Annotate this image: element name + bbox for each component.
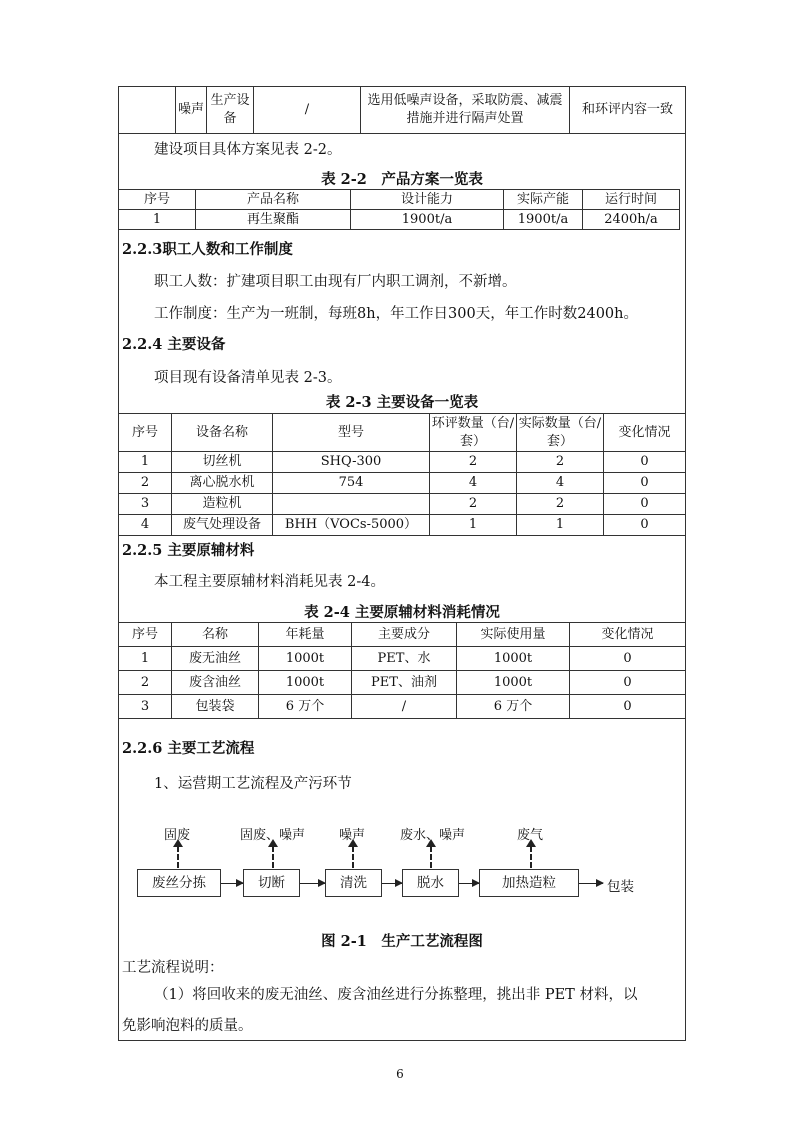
flow-step-box: 清洗: [325, 869, 382, 897]
table24-cell: 1000t: [259, 647, 352, 671]
flow-arrow: [579, 883, 603, 884]
table23-cell: 1: [430, 515, 517, 536]
flow-step-box: 废丝分拣: [137, 869, 221, 897]
table24-cell: 废含油丝: [172, 671, 259, 695]
table23-header: 环评数量（台/套）: [430, 414, 517, 452]
flow-end-label: 包装: [607, 879, 634, 895]
table22-cell: 1900t/a: [504, 210, 583, 230]
flow-output-label: 固废: [164, 828, 191, 843]
top-cell-measure: 选用低噪声设备，采取防震、减震措施并进行隔声处置: [361, 87, 570, 134]
table23-cell: BHH（VOCs-5000）: [273, 515, 430, 536]
section-224-text: 项目现有设备清单见表 2-3。: [154, 370, 342, 386]
table24-title: 表 2-4 主要原辅材料消耗情况: [304, 604, 500, 621]
table22-cell: 2400h/a: [583, 210, 680, 230]
table22: [118, 189, 680, 230]
flow-output-label: 废水、噪声: [400, 828, 466, 843]
table24-header: 名称: [172, 623, 259, 647]
top-cell-noise: 噪声: [176, 87, 207, 134]
flow-output-label: 固废、噪声: [240, 828, 306, 843]
flow-step-box: 脱水: [402, 869, 459, 897]
table23-cell: 754: [273, 473, 430, 494]
table23-cell: 4: [119, 515, 172, 536]
flow-output-label: 废气: [517, 828, 544, 843]
table23-cell: 0: [604, 452, 686, 473]
table23-cell: 废气处理设备: [172, 515, 273, 536]
table23-cell: 3: [119, 494, 172, 515]
table24-header: 主要成分: [352, 623, 457, 647]
table24-header: 实际使用量: [457, 623, 570, 647]
table23-cell: 2: [119, 473, 172, 494]
table24-cell: PET、水: [352, 647, 457, 671]
top-table: [118, 86, 686, 134]
table23-header: 变化情况: [604, 414, 686, 452]
table23-cell: 2: [517, 452, 604, 473]
flow-step-box: 加热造粒: [479, 869, 579, 897]
top-cell-slash: /: [254, 87, 361, 134]
sentence-2-2: 建设项目具体方案见表 2-2。: [154, 142, 342, 158]
dashed-arrow-up: [530, 846, 532, 868]
table22-title: 表 2-2 产品方案一览表: [321, 171, 483, 188]
section-225-text: 本工程主要原辅材料消耗见表 2-4。: [154, 574, 385, 590]
table23-cell: 2: [517, 494, 604, 515]
table23-cell: 0: [604, 473, 686, 494]
flow-arrow: [459, 883, 479, 884]
top-cell-source: 生产设备: [207, 87, 254, 134]
table23-cell: 切丝机: [172, 452, 273, 473]
table24-cell: 1000t: [259, 671, 352, 695]
dashed-arrow-up: [272, 846, 274, 868]
table23-cell: 2: [430, 452, 517, 473]
top-cell-status: 和环评内容一致: [570, 87, 686, 134]
table23-cell: 4: [430, 473, 517, 494]
section-223-staff: 职工人数：扩建项目职工由现有厂内职工调剂，不新增。: [154, 274, 517, 290]
table23-cell: 4: [517, 473, 604, 494]
flow-output-label: 噪声: [339, 828, 366, 843]
section-224-heading: 2.2.4 主要设备: [122, 336, 226, 353]
process-step-1-line1: （1）将回收来的废无油丝、废含油丝进行分拣整理，挑出非 PET 材料，以: [154, 987, 638, 1003]
table24-cell: 0: [570, 647, 686, 671]
dashed-arrow-up: [352, 846, 354, 868]
table23-header: 设备名称: [172, 414, 273, 452]
table24-cell: 1000t: [457, 647, 570, 671]
table22-header: 运行时间: [583, 190, 680, 210]
table23-cell: 离心脱水机: [172, 473, 273, 494]
table24-cell: 6 万个: [457, 695, 570, 719]
table23-cell: 2: [430, 494, 517, 515]
table22-header: 产品名称: [196, 190, 351, 210]
table23-header: 型号: [273, 414, 430, 452]
table22-cell: 1: [119, 210, 196, 230]
table23-header: 实际数量（台/套）: [517, 414, 604, 452]
table22-cell: 1900t/a: [351, 210, 504, 230]
table22-header: 实际产能: [504, 190, 583, 210]
section-223-heading: 2.2.3职工人数和工作制度: [122, 241, 293, 258]
table24-header: 年耗量: [259, 623, 352, 647]
table23-cell: 造粒机: [172, 494, 273, 515]
table23-cell: 1: [119, 452, 172, 473]
table24-cell: 1000t: [457, 671, 570, 695]
section-226-subheading: 1、运营期工艺流程及产污环节: [154, 776, 352, 792]
page-number: 6: [396, 1067, 404, 1081]
section-226-heading: 2.2.6 主要工艺流程: [122, 740, 255, 757]
table24-cell: 0: [570, 695, 686, 719]
table23-cell: 0: [604, 494, 686, 515]
flow-arrow: [300, 883, 325, 884]
table24-cell: 废无油丝: [172, 647, 259, 671]
table22-cell: 再生聚酯: [196, 210, 351, 230]
table24-cell: 1: [119, 647, 172, 671]
table23-header: 序号: [119, 414, 172, 452]
table24-cell: /: [352, 695, 457, 719]
table24-cell: PET、油剂: [352, 671, 457, 695]
table23-cell: [273, 494, 430, 515]
table23-title: 表 2-3 主要设备一览表: [325, 394, 479, 411]
table24-cell: 3: [119, 695, 172, 719]
table24-cell: 6 万个: [259, 695, 352, 719]
table24-header: 序号: [119, 623, 172, 647]
table24-cell: 2: [119, 671, 172, 695]
flow-arrow: [382, 883, 402, 884]
table24: [118, 622, 686, 719]
process-description-label: 工艺流程说明：: [122, 960, 224, 976]
dashed-arrow-up: [430, 846, 432, 868]
table24-cell: 包装袋: [172, 695, 259, 719]
table23-cell: SHQ-300: [273, 452, 430, 473]
table23: [118, 413, 686, 536]
section-223-schedule: 工作制度：生产为一班制，每班8h，年工作日300天，年工作时数2400h。: [154, 306, 638, 322]
table24-cell: 0: [570, 671, 686, 695]
table24-header: 变化情况: [570, 623, 686, 647]
table23-cell: 0: [604, 515, 686, 536]
flow-arrow: [221, 883, 243, 884]
table23-cell: 1: [517, 515, 604, 536]
section-225-heading: 2.2.5 主要原辅材料: [122, 542, 255, 559]
table22-header: 设计能力: [351, 190, 504, 210]
flow-step-box: 切断: [243, 869, 300, 897]
process-step-1-line2: 免影响泡料的质量。: [122, 1018, 253, 1034]
table22-header: 序号: [119, 190, 196, 210]
dashed-arrow-up: [177, 846, 179, 868]
figure-caption: 图 2-1 生产工艺流程图: [321, 933, 483, 950]
